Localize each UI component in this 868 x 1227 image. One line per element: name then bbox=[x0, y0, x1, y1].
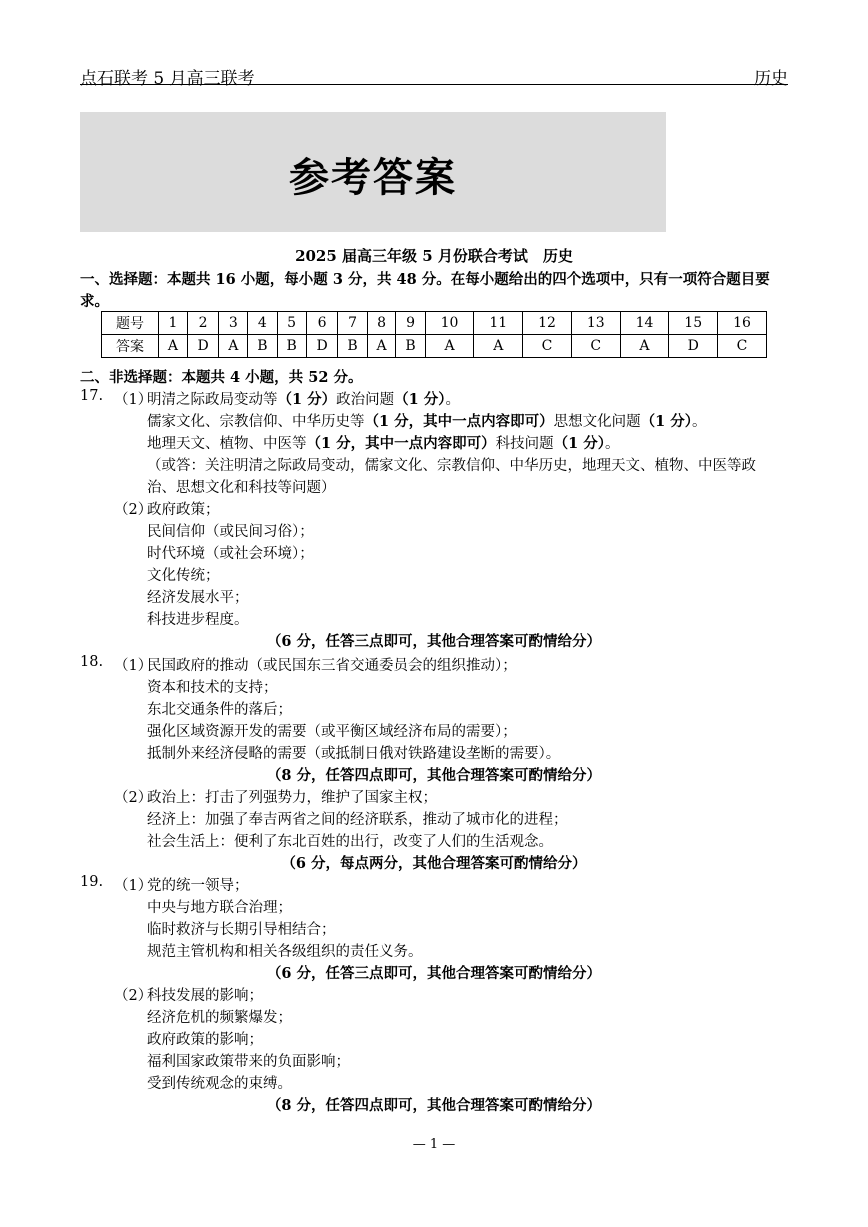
answer-cell: B bbox=[396, 335, 425, 358]
q18-part1-item: 强化区域资源开发的需要（或平衡区域经济布局的需要）； bbox=[147, 724, 517, 740]
answer-cell: B bbox=[277, 335, 306, 358]
answer-cell: A bbox=[425, 335, 474, 358]
q19-part1-item: 党的统一领导； bbox=[147, 878, 249, 894]
question-number-cell: 12 bbox=[523, 312, 572, 335]
q18-part2-score: （6 分，每点两分，其他合理答案可酌情给分） bbox=[281, 855, 587, 872]
answer-cell: A bbox=[159, 335, 188, 358]
answer-cell: C bbox=[571, 335, 620, 358]
answer-cell: A bbox=[367, 335, 396, 358]
header-divider bbox=[80, 84, 788, 85]
answer-cell: C bbox=[523, 335, 572, 358]
q17-part2-item: 时代环境（或社会环境）； bbox=[147, 546, 314, 562]
q17-part2-item: 科技进步程度。 bbox=[147, 612, 249, 628]
q19-part2-item: 受到传统观念的束缚。 bbox=[147, 1076, 292, 1092]
q19-part1-item: 临时救济与长期引导相结合； bbox=[147, 922, 336, 938]
q19-part2-item: 福利国家政策带来的负面影响； bbox=[147, 1054, 350, 1070]
q19-number: 19. bbox=[80, 874, 104, 890]
answer-cell: A bbox=[474, 335, 523, 358]
q17-part1-line2 bbox=[147, 410, 707, 431]
answer-table-number-row bbox=[102, 312, 767, 335]
q17-part2-item: 经济发展水平； bbox=[147, 590, 249, 606]
section1-heading-line2: 求。 bbox=[80, 293, 109, 310]
q17-line3-text-c: 科技问题 bbox=[495, 436, 554, 452]
answer-cell: A bbox=[219, 335, 248, 358]
question-number-cell: 14 bbox=[620, 312, 669, 335]
q17-line3-score-b: （1 分，其中一点内容即可） bbox=[306, 435, 496, 452]
question-number-cell: 8 bbox=[367, 312, 396, 335]
q19-part1-score: （6 分，任答三点即可，其他合理答案可酌情给分） bbox=[266, 965, 602, 982]
question-number-cell: 9 bbox=[396, 312, 425, 335]
q17-line2-end: 。 bbox=[692, 414, 707, 430]
q17-line2-score-d: （1 分） bbox=[640, 413, 693, 430]
answer-cell: C bbox=[718, 335, 767, 358]
q18-number: 18. bbox=[80, 654, 104, 670]
page-number: — 1 — bbox=[412, 1137, 456, 1152]
question-number-cell: 15 bbox=[669, 312, 718, 335]
banner-title: 参考答案 bbox=[289, 154, 457, 201]
q18-part1-item: 东北交通条件的落后； bbox=[147, 702, 292, 718]
exam-title: 2025 届高三年级 5 月份联合考试 历史 bbox=[295, 247, 573, 265]
question-number-cell: 13 bbox=[571, 312, 620, 335]
q18-part1-item: 资本和技术的支持； bbox=[147, 680, 278, 696]
q17-part1-line1 bbox=[147, 388, 460, 409]
question-number-cell: 2 bbox=[187, 312, 219, 335]
q19-part1-item: 规范主管机构和相关各级组织的责任义务。 bbox=[147, 944, 423, 960]
q17-line1-score-a: （1 分） bbox=[277, 391, 337, 408]
q17-part1-line3 bbox=[147, 432, 620, 453]
q17-line1-text-c: 政治问题 bbox=[336, 392, 395, 408]
q17-part1-label: （1） bbox=[114, 392, 153, 408]
header-exam-name: 点石联考 5 月高三联考 bbox=[80, 69, 255, 89]
q18-part1-score: （8 分，任答四点即可，其他合理答案可酌情给分） bbox=[266, 767, 602, 784]
question-number-cell: 6 bbox=[306, 312, 338, 335]
answer-cell: D bbox=[187, 335, 219, 358]
q17-part1-line4: （或答：关注明清之际政局变动，儒家文化、宗教信仰、中华历史，地理天文、植物、中医等政 bbox=[147, 458, 756, 474]
q18-part2-item: 社会生活上：便利了东北百姓的出行，改变了人们的生活观念。 bbox=[147, 834, 553, 850]
q17-line1-end: 。 bbox=[445, 392, 461, 408]
question-number-cell: 4 bbox=[248, 312, 277, 335]
row-label-answer: 答案 bbox=[102, 335, 159, 358]
answer-banner bbox=[80, 112, 666, 232]
question-number-cell: 16 bbox=[718, 312, 767, 335]
q17-part2-score: （6 分，任答三点即可，其他合理答案可酌情给分） bbox=[266, 633, 602, 650]
question-number-cell: 11 bbox=[474, 312, 523, 335]
q17-line2-text-c: 思想文化问题 bbox=[553, 414, 641, 430]
q19-part2-item: 政府政策的影响； bbox=[147, 1032, 263, 1048]
q17-line1-score-d: （1 分） bbox=[394, 391, 446, 408]
answer-cell: D bbox=[669, 335, 718, 358]
q17-part2-item: 民间信仰（或民间习俗）； bbox=[147, 524, 314, 540]
q18-part1-item: 抵制外来经济侵略的需要（或抵制日俄对铁路建设垄断的需要）。 bbox=[147, 746, 561, 762]
q18-part1-item: 民国政府的推动（或民国东三省交通委员会的组织推动）； bbox=[147, 658, 517, 674]
q17-part2-item: 政府政策； bbox=[147, 502, 220, 518]
q17-line1-text-a: 明清之际政局变动等 bbox=[147, 392, 278, 408]
q19-part1-label: （1） bbox=[114, 878, 153, 894]
q17-number: 17. bbox=[80, 388, 104, 404]
q17-line2-score-b: （1 分，其中一点内容即可） bbox=[364, 413, 554, 430]
section1-heading-line1: 一、选择题：本题共 16 小题，每小题 3 分，共 48 分。在每小题给出的四个选项中，只有一项符合题目要 bbox=[80, 271, 770, 288]
question-number-cell: 3 bbox=[219, 312, 248, 335]
q19-part1-item: 中央与地方联合治理； bbox=[147, 900, 292, 916]
q18-part2-label: （2） bbox=[114, 790, 153, 806]
answer-table bbox=[101, 311, 767, 358]
section2-heading: 二、非选择题：本题共 4 小题，共 52 分。 bbox=[80, 369, 363, 386]
q17-part1-line5: 治、思想文化和科技等问题） bbox=[147, 480, 336, 496]
header-subject: 历史 bbox=[754, 69, 788, 89]
question-number-cell: 5 bbox=[277, 312, 306, 335]
answer-cell: D bbox=[306, 335, 338, 358]
q17-line3-text-a: 地理天文、植物、中医等 bbox=[147, 436, 307, 452]
answer-cell: B bbox=[338, 335, 367, 358]
q17-line3-end: 。 bbox=[605, 436, 620, 452]
q17-part2-item: 文化传统； bbox=[147, 568, 220, 584]
q17-line2-text-a: 儒家文化、宗教信仰、中华历史等 bbox=[147, 414, 365, 430]
answer-cell: B bbox=[248, 335, 277, 358]
q18-part2-item: 经济上：加强了奉吉两省之间的经济联系，推动了城市化的进程； bbox=[147, 812, 568, 828]
answer-cell: A bbox=[620, 335, 669, 358]
question-number-cell: 10 bbox=[425, 312, 474, 335]
q19-part2-item: 经济危机的频繁爆发； bbox=[147, 1010, 292, 1026]
q17-line3-score-d: （1 分） bbox=[553, 435, 606, 452]
answer-table-answer-row bbox=[102, 335, 767, 358]
q19-part2-item: 科技发展的影响； bbox=[147, 988, 263, 1004]
q18-part1-label: （1） bbox=[114, 658, 153, 674]
q17-part2-label: （2） bbox=[114, 502, 153, 518]
question-number-cell: 1 bbox=[159, 312, 188, 335]
question-number-cell: 7 bbox=[338, 312, 367, 335]
row-label-number: 题号 bbox=[102, 312, 159, 335]
q19-part2-label: （2） bbox=[114, 988, 153, 1004]
q19-part2-score: （8 分，任答四点即可，其他合理答案可酌情给分） bbox=[266, 1097, 602, 1114]
q18-part2-item: 政治上：打击了列强势力，维护了国家主权； bbox=[147, 790, 437, 806]
